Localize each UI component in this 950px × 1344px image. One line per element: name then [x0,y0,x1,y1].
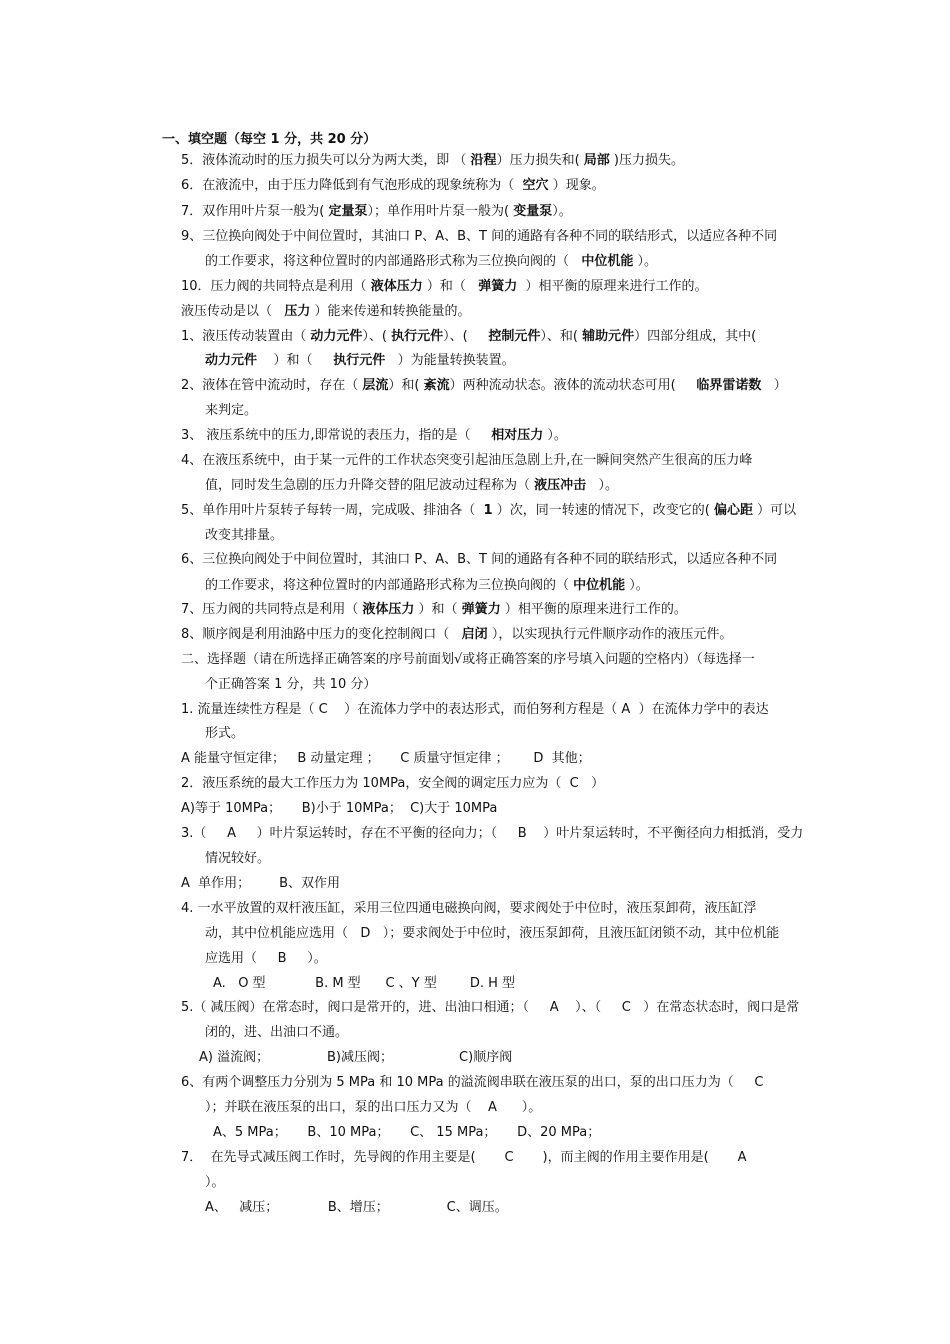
text-line [205,527,283,545]
text-line [181,750,591,768]
line-text: ）相平衡的原理来进行工作的。 [500,602,687,617]
line-text: 二、选择题（请在所选择正确答案的序号前面划√或将正确答案的序号填入问题的空格内）（每选择一 [181,652,755,667]
text-line [181,303,471,321]
text-line [181,800,497,818]
text-line [181,203,572,221]
answer-text: 中位机能 [573,578,626,593]
line-text: 3.（ A ）叶片泵运转时，存在不平衡的径向力；（ B ）叶片泵运转时，不平衡径向力相抵消，受力 [181,826,804,841]
text-line [181,1149,747,1167]
line-text: ）两种流动状态。液体的流动状态可用( [449,378,697,393]
text-line [181,551,777,569]
line-text: 7．双作用叶片泵一般为( [181,204,329,219]
line-text: 情况较好。 [205,851,271,866]
answer-text: 局部 [583,153,610,168]
line-text: 7、压力阀的共同特点是利用（ [181,602,363,617]
text-line [181,1074,764,1092]
text-line [181,502,796,520]
text-line [205,925,779,943]
line-text: 液压传动是以（ [181,304,285,319]
line-text: 来判定。 [205,403,258,418]
line-text: 4. 一水平放置的双杆液压缸，采用三位四通电磁换向阀，要求阀处于中位时，液压泵卸荷，液压缸浮 [181,901,757,916]
line-text: ）；并联在液压泵的出口，泵的出口压力又为（ A ）。 [205,1100,542,1115]
line-text: 6、有两个调整压力分别为 5 MPa 和 10 MPa 的溢流阀串联在液压泵的出口，泵的出口压力为（ C [181,1075,764,1090]
line-text: ）相平衡的原理来进行工作的。 [517,279,708,294]
line-text: ）。 [586,478,619,493]
text-line [181,228,777,246]
answer-text: 液压冲击 [534,478,587,493]
answer-text: 动力元件 [205,353,258,368]
line-text: 5、单作用叶片泵转子每转一周，完成吸、排油各（ [181,503,484,518]
text-line [205,253,657,271]
line-text: A 能量守恒定律； B 动量定理 ； C 质量守恒定律 ； D 其他； [181,751,591,766]
line-text: 6．在液流中，由于压力降低到有气泡形成的现象统称为（ [181,178,523,193]
text-line [181,427,567,445]
line-text: ）。 [633,254,658,269]
line-text: ）现象。 [548,178,605,193]
line-text: ）可以 [752,503,797,518]
line-text: 3、 液压系统中的压力,即常说的表压力，指的是（ [181,428,492,443]
line-text: ）为能量转换装置。 [385,353,515,368]
text-line [205,1174,225,1192]
line-text: A. O 型 B. M 型 C 、Y 型 D. H 型 [213,976,515,991]
answer-text: 动力元件 [310,329,363,344]
answer-text: 辅助元件 [582,329,635,344]
text-line [205,676,376,694]
line-text: 的工作要求，将这种位置时的内部通路形式称为三位换向阀的（ [205,578,574,593]
answer-text: 相对压力 [491,428,544,443]
answer-text: 一、填空题（每空 1 分，共 20 分） [162,132,377,147]
answer-text: 中位机能 [581,254,634,269]
text-line [181,775,604,793]
text-line [205,352,515,370]
line-text: A)等于 10MPa； B)小于 10MPa； C)大于 10MPa [181,801,498,816]
line-text: A、 减压； B、增压； C、调压。 [205,1200,508,1215]
line-text: 改变其排量。 [205,528,284,543]
text-line [205,725,244,743]
line-text: ）、( [362,329,392,344]
line-text: 2、液体在管中流动时，存在（ [181,378,363,393]
answer-text: 执行元件 [333,353,386,368]
line-text: 闭的，进、出油口不通。 [205,1025,349,1040]
answer-text: 弹簧力 [461,602,501,617]
answer-text: 启闭 [461,627,488,642]
text-line [181,328,756,346]
line-text: ）能来传递和转换能量的。 [310,304,471,319]
text-line [181,601,687,619]
line-text: ）和（ [257,353,334,368]
line-text: ）、( [443,329,489,344]
line-text: 9、三位换向阀处于中间位置时，其油口 P、A、B、T 间的通路有各种不同的联结形式，以适应各种不同 [181,229,778,244]
line-text: 值，同时发生急剧的压力升降交替的阻尼波动过程称为（ [205,478,535,493]
text-line [205,1199,508,1217]
answer-text: 液体压力 [362,602,415,617]
text-line [199,1049,512,1067]
text-line [205,402,257,420]
line-text: 应选用（ B ）。 [205,951,327,966]
line-text: ）。 [205,1175,225,1190]
line-text: ）四部分组成，其中( [634,329,757,344]
text-line [181,152,684,170]
line-text: 1、液压传动装置由（ [181,329,311,344]
line-text: 的工作要求，将这种位置时的内部通路形式称为三位换向阀的（ [205,254,582,269]
line-text: ）。 [552,204,572,219]
text-line [205,850,270,868]
text-line [205,477,618,495]
text-line [205,577,649,595]
line-text: 1. 流量连续性方程是（ C ）在流体力学中的表达形式，而伯努利方程是（ A ）在流体力学中的表达 [181,702,769,717]
line-text: ）和（ [422,279,479,294]
line-text: ）和（ [414,602,462,617]
line-text: )压力损失。 [609,153,685,168]
line-text: ）压力损失和( [496,153,584,168]
text-line [181,999,799,1017]
line-text: ）。 [625,578,649,593]
line-text: ）、和( [540,329,583,344]
line-text: 7． 在先导式减压阀工作时，先导阀的作用主要是( C )，而主阀的作用主要作用是( A [181,1150,747,1165]
line-text: A 单作用； B、双作用 [181,876,341,891]
text-line [181,651,755,669]
text-line [213,975,515,993]
line-text: 8、顺序阀是利用油路中压力的变化控制阀口（ [181,627,462,642]
text-line [181,825,803,843]
line-text: ）。 [543,428,567,443]
text-line [205,1099,541,1117]
answer-text: 液体压力 [370,279,423,294]
text-line [213,1124,600,1142]
answer-text: 定量泵 [328,204,368,219]
answer-text: 压力 [284,304,311,319]
line-text: A、5 MPa； B、10 MPa； C、 15 MPa； D、20 MPa； [213,1125,601,1140]
answer-text: 1 [483,503,493,518]
line-text: 5.（ 减压阀）在常态时，阀口是常开的，进、出油口相通；（ A ）、（ C ）在常态状态时，阀口是常 [181,1000,800,1015]
answer-text: 弹簧力 [478,279,518,294]
line-text: 动，其中位机能应选用（ D ）；要求阀处于中位时，液压泵卸荷，且液压缸闭锁不动，其中位机能 [205,926,780,941]
text-line [181,452,752,470]
text-line [181,701,769,719]
line-text: 6、三位换向阀处于中间位置时，其油口 P、A、B、T 间的通路有各种不同的联结形式，以适应各种不同 [181,552,778,567]
text-line [162,131,376,149]
line-text: ），以实现执行元件顺序动作的液压元件。 [487,627,733,642]
answer-text: 空穴 [522,178,549,193]
text-line [181,177,605,195]
line-text: 个正确答案 1 分，共 10 分） [205,677,377,692]
text-line [181,626,732,644]
answer-text: 偏心距 [713,503,753,518]
answer-text: 执行元件 [391,329,444,344]
text-line [181,900,757,918]
line-text: 4、在液压系统中，由于某一元件的工作状态突变引起油压急剧上升,在一瞬间突然产生很高的压力峰 [181,453,753,468]
line-text: 5．液体流动时的压力损失可以分为两大类，即 （ [181,153,471,168]
text-line [181,278,708,296]
line-text: ）次，同一转速的情况下，改变它的( [492,503,714,518]
answer-text: 临界雷诺数 [696,378,762,393]
text-line [181,875,340,893]
line-text: ）和( [388,378,424,393]
line-text: 形式。 [205,726,245,741]
answer-text: 控制元件 [488,329,541,344]
line-text: A) 溢流阀； B)减压阀； C)顺序阀 [199,1050,513,1065]
line-text: 2．液压系统的最大工作压力为 10MPa，安全阀的调定压力应为（ C ） [181,776,605,791]
answer-text: 层流 [362,378,389,393]
line-text: ）；单作用叶片泵一般为( [367,204,514,219]
line-text: 10．压力阀的共同特点是利用（ [181,279,371,294]
answer-text: 变量泵 [513,204,553,219]
text-line [205,1024,348,1042]
answer-text: 紊流 [423,378,450,393]
text-line [205,950,327,968]
text-line [181,377,787,395]
line-text: ） [761,378,787,393]
answer-text: 沿程 [470,153,497,168]
